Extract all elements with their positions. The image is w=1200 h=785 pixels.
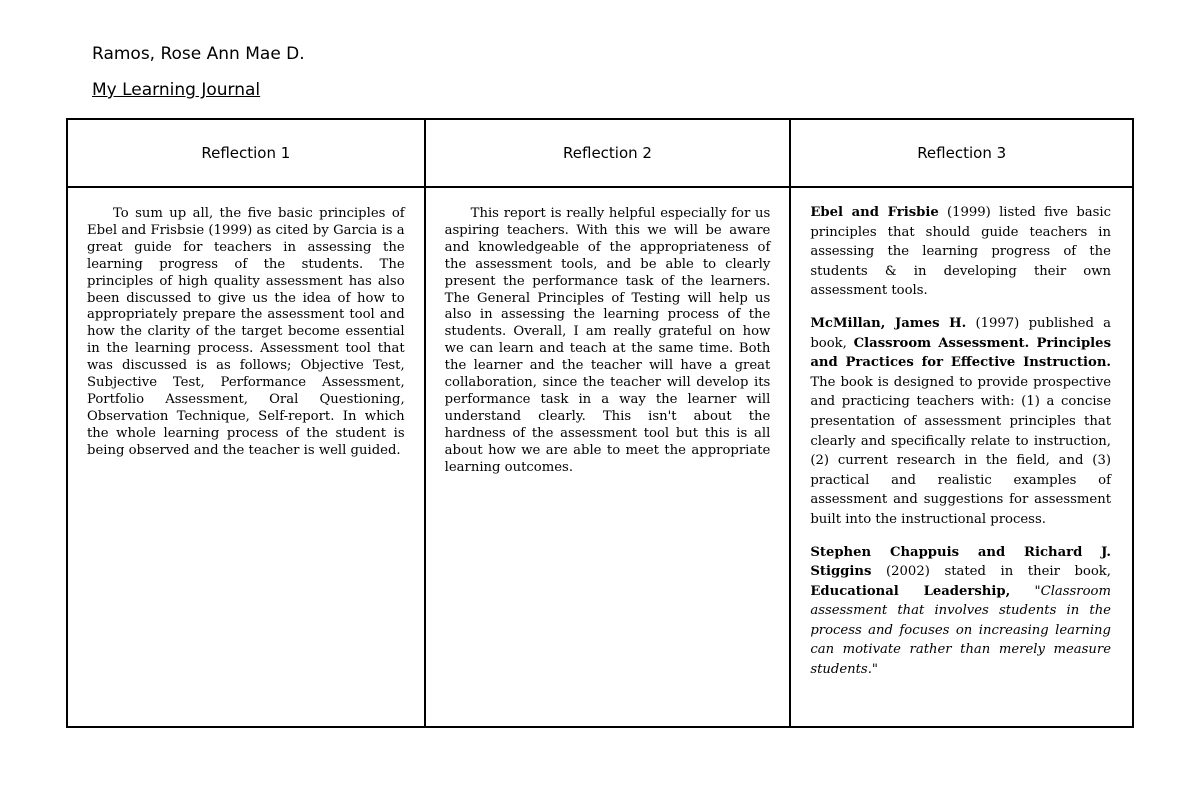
- reflection-3-cell: [790, 187, 1133, 727]
- ref2-book-title: Classroom Assessment. Principles and Practices for Effective Instruction.: [810, 335, 1111, 371]
- author-name: Ramos, Rose Ann Mae D.: [92, 44, 305, 64]
- header-reflection-1: Reflection 1: [67, 119, 425, 187]
- table-body-row: [67, 187, 1133, 727]
- header-reflection-2: Reflection 2: [425, 119, 791, 187]
- ref2-authors: McMillan, James H.: [810, 315, 967, 331]
- ref3-text-a: (2002) stated in their book,: [871, 564, 1111, 580]
- ref2-text-a: (1997) published a book,: [810, 315, 1112, 351]
- ref3-book-title: Educational Leadership,: [810, 583, 1011, 599]
- ref1-authors: Ebel and Frisbie: [810, 205, 939, 220]
- reflection-1-cell: [67, 187, 425, 727]
- reference-ebel-frisbie: [810, 203, 1111, 301]
- reference-chappuis-stiggins: [810, 543, 1111, 680]
- journal-title: My Learning Journal: [92, 80, 261, 100]
- table-header-row: [67, 119, 1133, 187]
- reflection-2-text: This report is really helpful especially for us aspiring teachers. With this we will be aware and knowledgeable of the appropriateness of the assessment tools, and be able to clearly present the performance task of the learners. The General Principles of Testing will help us also in assessing the learning process of the students. Overall, I am really grateful on how we can learn and teach at the same time. Both the learner and the teacher will have a great collaboration, since the teacher will develop its performance task in a way the learner will understand clearly. This isn't about the hardness of the assessment tool but this is all about how we are able to meet the appropriate learning outcomes.: [444, 206, 771, 475]
- ref1-text: (1999) listed five basic principles that should guide teachers in assessing the learning progress of the students & in developing their own assessment tools.: [810, 205, 1111, 299]
- header-reflection-3: Reflection 3: [790, 119, 1133, 187]
- reflection-2-cell: [425, 187, 791, 727]
- ref2-text-b: The book is designed to provide prospective and practicing teachers with: (1) a concise presentation of assessment principles that clearly and specifically relate to instruction, (2) current research in the field, and (3) practical and realistic examples of assessment and suggestions for assessment built into the instructional process.: [810, 374, 1111, 527]
- ref3-authors: Stephen Chappuis and Richard J. Stiggins: [810, 544, 1111, 580]
- reflection-1-text: To sum up all, the five basic principles of Ebel and Frisbsie (1999) as cited by Garcia is a great guide for teachers in assessing the learning progress of the students. The principles of high quality assessment has also been discussed to give us the idea of how to appropriately prepare the assessment tool and how the clarity of the target become essential in the learning process. Assessment tool that was discussed is as follows; Objective Test, Subjective Test, Performance Assessment, Portfolio Assessment, Oral Questioning, Observation Technique, Self-report. In which the whole learning process of the student is being observed and the teacher is well guided.: [87, 206, 405, 458]
- reflection-table: [66, 118, 1134, 728]
- ref3-quote: "Classroom assessment that involves students in the process and focuses on increasing learning can motivate rather than merely measure students.": [810, 583, 1111, 678]
- reference-mcmillan: [810, 314, 1111, 530]
